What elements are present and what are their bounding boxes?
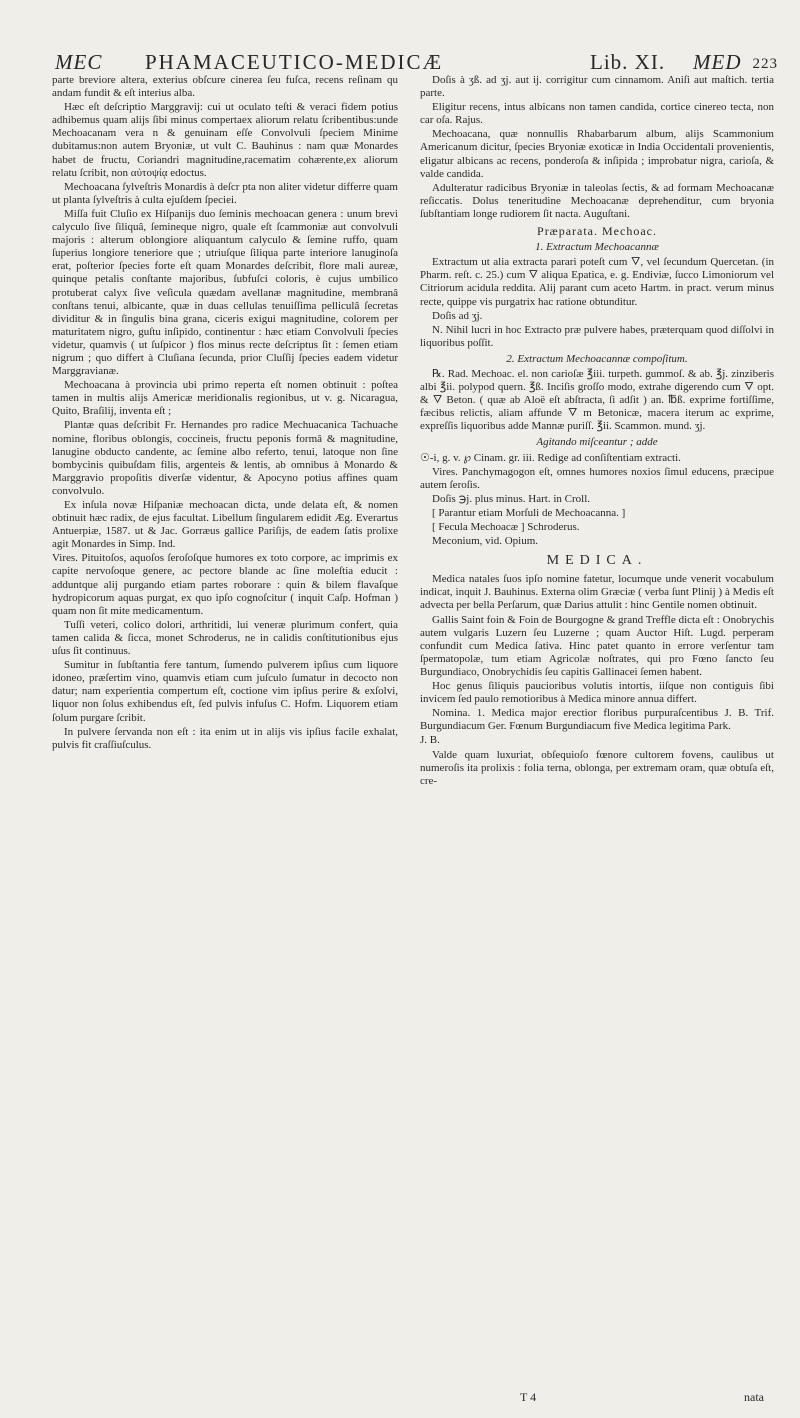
running-head-right-word: MED <box>693 50 742 74</box>
paragraph: Medica natales ſuos ipſo nomine fatetur, locumque unde venerit vocabulum indicat, inquit J. Bauhinus. Externa olim Græciæ ( verba ſunt Plinij ) à Medis eſt advecta per bella Perſarum, quæ Darius attulit : hinc Gentile nomen obtinuit. <box>420 573 774 612</box>
paragraph: Hæc eſt deſcriptio Marggravij: cui ut oculato teſti & veraci fidem potius adhibemus quam alijs ſibi minus compertaex aliorum relatu ſcribentibus:unde Mechoacanam vera n & genuinam eſſe Convolvuli ſpeciem Minime dubitamus:non autem Bryoniæ, ut vult C. Bauhinus : nam quæ Monardes habet de fructu, Coriandri magnitudine,racematim cohærente,ex aliorum relatu ſcribit, non αὐτοψίᾳ edoctus. <box>52 101 398 179</box>
section-heading: MEDICA. <box>546 553 648 569</box>
signature-mark: T 4 <box>520 1390 537 1404</box>
page-number: 223 <box>752 56 778 72</box>
paragraph: Vires. Pituitoſos, aquoſos ſeroſoſque humores ex toto corpore, ac imprimis ex capite nervoſoque genere, ac pectore blande ac ſine moleſtia educit : adduntque alij purgando etiam partes roborare : quin & bilem flavaſque hydropicorum aquas purgat, ex quo ipſo cognoſcitur ( inquit Caſp. Hofman ) quam non ſit mite medicamentum. <box>52 552 398 617</box>
paragraph: Valde quam luxuriat, obſequioſo fœnore cultorem fovens, caulibus ut numeroſis ita prolixis : folia terna, oblonga, per extremam oram, quæ obtuſa eſt, cre- <box>420 748 774 787</box>
paragraph: Doſis ℈j. plus minus. Hart. in Croll. <box>432 492 591 505</box>
subsection-heading: 2. Extractum Mechoacannæ compoſitum. <box>506 352 688 365</box>
paragraph: Sumitur in ſubſtantia fere tantum, ſumendo pulverem ipſius cum liquore idoneo, præſertim vino, quamvis etiam cum juſculo ſumatur in decocto non datur; nam experientia compertum eſt, coctione vim ipſius perire & exſolvi, liquor non ſolus exhibendus eſt, ſed pulvis infuſus C. Hofm. Liquorem etiam ſolum purgare ſcribit. <box>52 659 398 724</box>
paragraph: Mechoacana ſylveſtris Monardis à deſcr pta non aliter videtur differre quam ut planta ſylveſtris à culta ejuſdem ſpeciei. <box>52 180 398 206</box>
paragraph: Nomina. 1. Medica major erectior floribus purpuraſcentibus J. B. Trif. Burgundiacum Ger. Fœnum Burgundiacum five Medica legitima Park. <box>420 707 774 733</box>
paragraph: ℞. Rad. Mechoac. el. non carioſæ ℥iii. turpeth. gummoſ. & ab. ℥j. zinziberis albi ℥ii. polypod quern. ℥ß. Inciſis groſſo modo, extrahe digerendo cum 🜄 opt. & 🜄 Beton. ( quæ ab Aloë eſt abſtracta, ſi adſit ) an. ℔ß. exprime fortiſſime, fæcibus relictis, aliam affunde 🜄 m Betonicæ, macera iterum ac exprime, expreſſis liquoribus adde Mannæ puriſſ. ℥ii. Scammon. mund. ʒj. <box>420 367 774 433</box>
paragraph: Adulteratur radicibus Bryoniæ in taleolas ſectis, & ad formam Mechoacanæ reſiccatis. Dolus teneritudine Mechoacanæ deprehenditur, cum bryonia ſubſtantiam longe rudiorem ſit nacta. Auguſtani. <box>420 181 774 220</box>
section-heading: Præparata. Mechoac. <box>537 224 657 239</box>
paragraph: Ex inſula novæ Hiſpaniæ mechoacan dicta, unde delata eſt, & nomen obtinuit hæc radix, de ejus facultat. Libellum ſingularem edidit Æg. Everartus Antuerpiæ, 1587. ut & Jac. Gorræus gallice Pariſijs, de eadem ſatis prolixe agit Monardes in Simp. Ind. <box>52 499 398 551</box>
page-footer <box>420 1390 774 1404</box>
paragraph: Hoc genus ſiliquis paucioribus volutis intortis, iiſque non contiguis ſibi invicem ſed paulo remotioribus à Medica minore annua differt. <box>420 680 774 706</box>
paragraph: Doſis à ʒß. ad ʒj. aut ij. corrigitur cum cinnamom. Aniſi aut maſtich. tertia parte. <box>420 74 774 100</box>
catchword: nata <box>744 1390 764 1404</box>
paragraph: Eligitur recens, intus albicans non tamen candida, cortice cinereo tecta, non car oſa. Rajus. <box>420 101 774 127</box>
running-head-title: PHAMACEUTICO-MEDICÆ <box>145 50 444 74</box>
paragraph: Miſſa fuit Cluſio ex Hiſpanijs duo ſeminis mechoacan genera : unum brevi calyculo ſive ſiliquâ, ſemineque nigro, quale eſt ſcammoniæ aut convolvuli majoris : alterum oblongiore aliquantum calyculo & ſemine ruffo, quam ſuperius longiore teneriore que ; utriuſque ſiliqua parte interiore lanuginoſa erat, poſterior ſpecies forte eſt quam Monardes deſcribit, flore mali aureæ, quinque petalis conſtante majoribus, ſubfuſci coloris, è cujus umbilico protuberat calyx ſive veſicula quædam avellanæ magnitudine, membranâ conſtans tenui, albicante, quæ in duas cellulas tenuiſſima pelliculâ ſecretas dividitur & in ſingulis bina grana, ciceris exigui magnitudine, colorem per maturitatem nigro, guſtu inſipido, continentur : hæc etiam Convolvuli ſpecies videtur, quamvis ( ut ſuſpicor ) flos minus recte deſcriptus ſit : ſemen etiam nigrum ; quo differt à Cluſiana ſecunda, prior Cluſſij ſpecies eadem videtur Marggravianæ. <box>52 207 398 378</box>
paragraph: Vires. Panchymagogon eſt, omnes humores noxios ſimul educens, præcipue autem ſeroſis. <box>420 465 774 491</box>
paragraph: [ Parantur etiam Morſuli de Mechoacanna. ] <box>432 506 626 519</box>
paragraph: In pulvere ſervanda non eſt : ita enim ut in alijs vis ipſius facile exhalat, pulvis fit craſſiuſculus. <box>52 725 398 751</box>
paragraph: Doſis ad ʒj. <box>432 309 483 322</box>
running-head-book: Lib. XI. <box>590 50 666 74</box>
paragraph: Meconium, vid. Opium. <box>432 535 539 548</box>
right-text-column <box>420 74 774 1394</box>
paragraph: Extractum ut alia extracta parari poteſt cum 🜄, vel ſecundum Quercetan. (in Pharm. reſt. c. 25.) cum 🜄 aliqua Epatica, e. g. Endiviæ, ſucco Limoniorum vel Citriorum acidula reddita. Alij parant cum aceto Hartm. in pract. verum minus recte, quippe vis purgatrix hac ratione obtunditur. <box>420 256 774 308</box>
paragraph: Mechoacana à provincia ubi primo reperta eſt nomen obtinuit : poſtea tamen in multis alijs Americæ meridionalis regionibus, ut v. g. Nicaragua, Quito, Braſilij, inventa eſt ; <box>52 379 398 418</box>
paragraph: Tuſſi veteri, colico dolori, arthritidi, lui veneræ plurimum confert, quia tamen calida & ſicca, monet Schroderus, ne in calidis conſtitutionibus ejus uſus ſit continuus. <box>52 618 398 658</box>
paragraph: parte breviore altera, exterius obſcure cinerea ſeu fuſca, recens reſinam qu andam fundit & eſt interius alba. <box>52 74 398 100</box>
paragraph: Mechoacana, quæ nonnullis Rhabarbarum album, alijs Scammonium Americanum dicitur, ſpecies Bryoniæ exoticæ in India Occidentali provenientis, eligatur albicans ac recens, ponderoſa & inſipida ; improbatur nigra, carioſa, & valde candida. <box>420 128 774 180</box>
subsection-heading: Agitando miſceantur ; adde <box>536 436 658 449</box>
paragraph: Plantæ quas deſcribit Fr. Hernandes pro radice Mechuacanica Tachuache nomine, floribus oblongis, coccineis, fructu peponis formâ & magnitudine, lanugine obducto candente, ac ſemine albo referto, tenui, latoque non ſine bombycinis quibuſdam filis, argenteis & lentis, ab omnibus à Monardo & Marggravio propoſitis diverſæ videntur, & Apocyno potius affines quam convolvulo. <box>52 419 398 497</box>
subsection-heading: 1. Extractum Mechoacannæ <box>535 241 659 254</box>
running-head-left-word: MEC <box>55 50 103 74</box>
running-head <box>55 50 778 76</box>
paragraph: J. B. <box>420 734 440 747</box>
paragraph: Gallis Saint foin & Foin de Bourgogne & grand Treffle dicta eſt : Onobrychis autem vulgaris Luzern ſeu Luzerne ; quam Auctor Hiſt. Lugd. perperam confundit cum Medica ſativa. Hinc patet quanto in errore verſentur tam ſpermatopolæ, tum etiam Agricolæ noſtrates, qui pro Fœno ſancto ſeu Burgundiaco, Onobrychidis ſeu capitis Gallinacei ſemen habent. <box>420 613 774 678</box>
left-text-column <box>52 74 398 1394</box>
paragraph: N. Nihil lucri in hoc Extracto præ pulvere habes, præterquam quod diſſolvi in liquoribus poſſit. <box>420 323 774 349</box>
paragraph: ☉-i, g. v. ℘ Cinam. gr. iii. Redige ad conſiſtentiam extracti. <box>420 451 681 464</box>
paragraph: [ Fecula Mechoacæ ] Schroderus. <box>432 521 580 533</box>
